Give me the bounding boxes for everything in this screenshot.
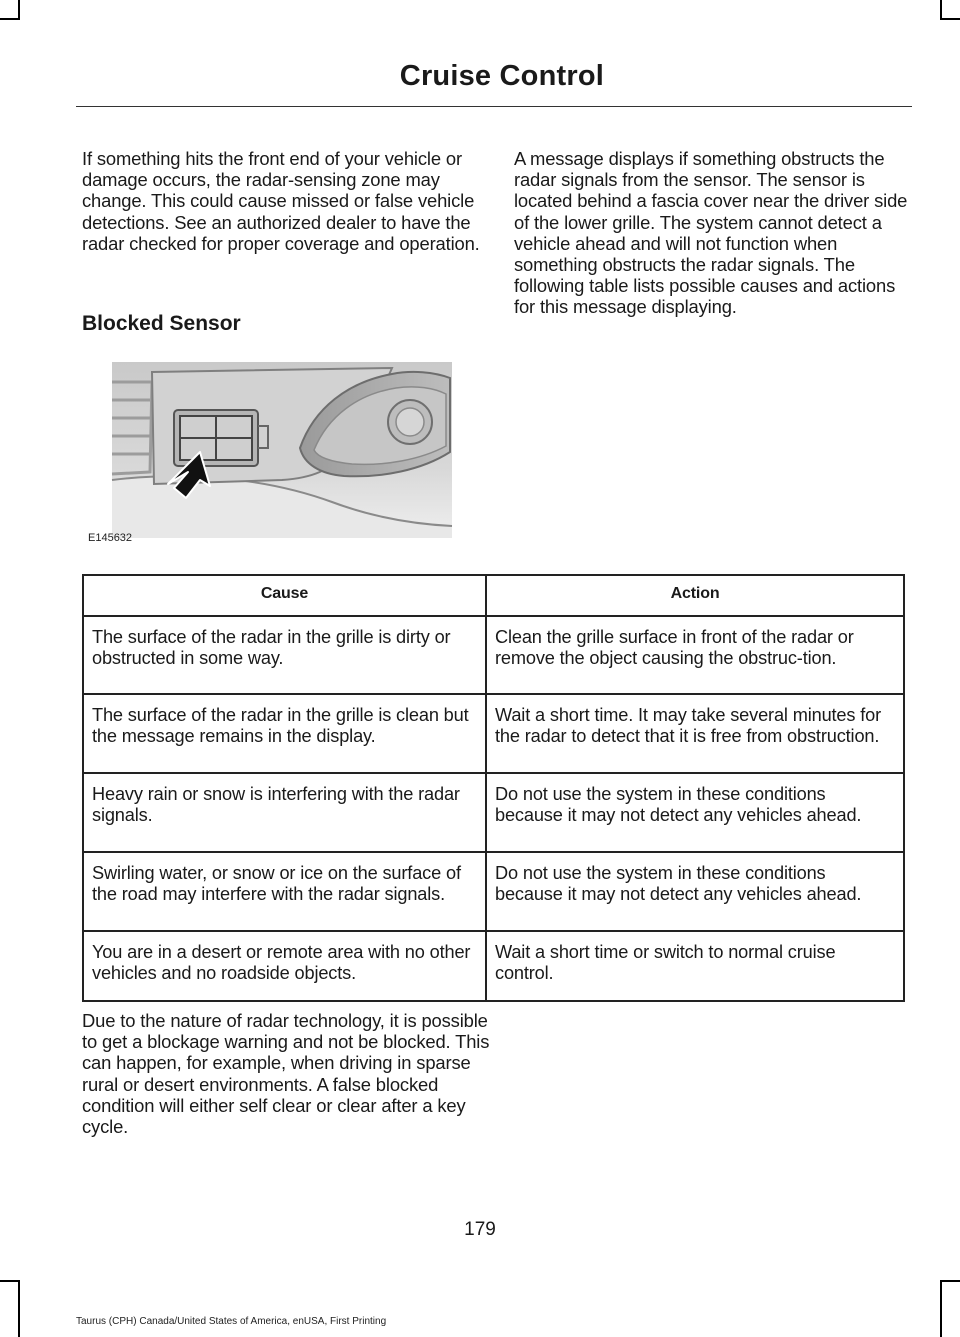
table-row xyxy=(83,694,904,773)
table-row xyxy=(83,773,904,852)
crop-mark xyxy=(940,1280,960,1282)
blocked-sensor-paragraph: A message displays if something obstructs the radar signals from the sensor. The sensor is located behind a fascia cover near the driver side of the lower grille. The system cannot detect a vehicle ahead and will not function when something obstructs the radar signals. The following table lists possible causes and actions for this message displaying. xyxy=(514,148,908,318)
action-cell: Do not use the system in these conditions because it may not detect any vehicles ahead. xyxy=(486,773,904,852)
section-heading: Blocked Sensor xyxy=(82,312,241,335)
header-cause: Cause xyxy=(83,575,486,616)
table-row xyxy=(83,931,904,1001)
false-blockage-paragraph xyxy=(82,1010,492,1137)
crop-mark xyxy=(940,0,942,20)
cause-cell: The surface of the radar in the grille is clean but the message remains in the display. xyxy=(83,694,486,773)
cause-cell: The surface of the radar in the grille is dirty or obstructed in some way. xyxy=(83,616,486,694)
action-cell: Do not use the system in these conditions because it may not detect any vehicles ahead. xyxy=(486,852,904,931)
crop-mark xyxy=(18,1280,20,1337)
left-column xyxy=(82,148,492,254)
causes-actions-table xyxy=(82,574,905,1002)
right-column xyxy=(514,148,910,318)
crop-mark xyxy=(0,1280,20,1282)
page-number: 179 xyxy=(464,1219,496,1240)
bottom-paragraph: Due to the nature of radar technology, it is possible to get a blockage warning and not be blocked. This can happen, for example, when driving in sparse rural or desert environments. A false blocked condition will either self clear or clear after a key cycle. xyxy=(82,1010,490,1138)
header-divider xyxy=(76,106,912,107)
cause-cell: You are in a desert or remote area with no other vehicles and no roadside objects. xyxy=(83,931,486,1001)
table-row xyxy=(83,616,904,694)
header-action: Action xyxy=(486,575,904,616)
table-header-row xyxy=(83,575,904,616)
page-title: Cruise Control xyxy=(399,60,604,92)
illustration-code: E145632 xyxy=(88,532,133,544)
action-cell: Clean the grille surface in front of the radar or remove the object causing the obstruc-tion. xyxy=(486,616,904,694)
action-cell: Wait a short time or switch to normal cruise control. xyxy=(486,931,904,1001)
crop-mark xyxy=(0,18,20,20)
cause-cell: Heavy rain or snow is interfering with the radar signals. xyxy=(83,773,486,852)
crop-mark xyxy=(940,18,960,20)
radar-sensor-grille-illustration xyxy=(82,352,456,550)
cause-cell: Swirling water, or snow or ice on the surface of the road may interfere with the radar signals. xyxy=(83,852,486,931)
crop-mark xyxy=(18,0,20,20)
table-row xyxy=(83,852,904,931)
footer-text: Taurus (CPH) Canada/United States of America, enUSA, First Printing xyxy=(76,1316,387,1327)
crop-mark xyxy=(940,1280,942,1337)
action-cell: Wait a short time. It may take several minutes for the radar to detect that it is free from obstruction. xyxy=(486,694,904,773)
intro-paragraph: If something hits the front end of your vehicle or damage occurs, the radar-sensing zone may change. This could cause missed or false vehicle detections. See an authorized dealer to have the radar checked for proper coverage and operation. xyxy=(82,148,480,254)
